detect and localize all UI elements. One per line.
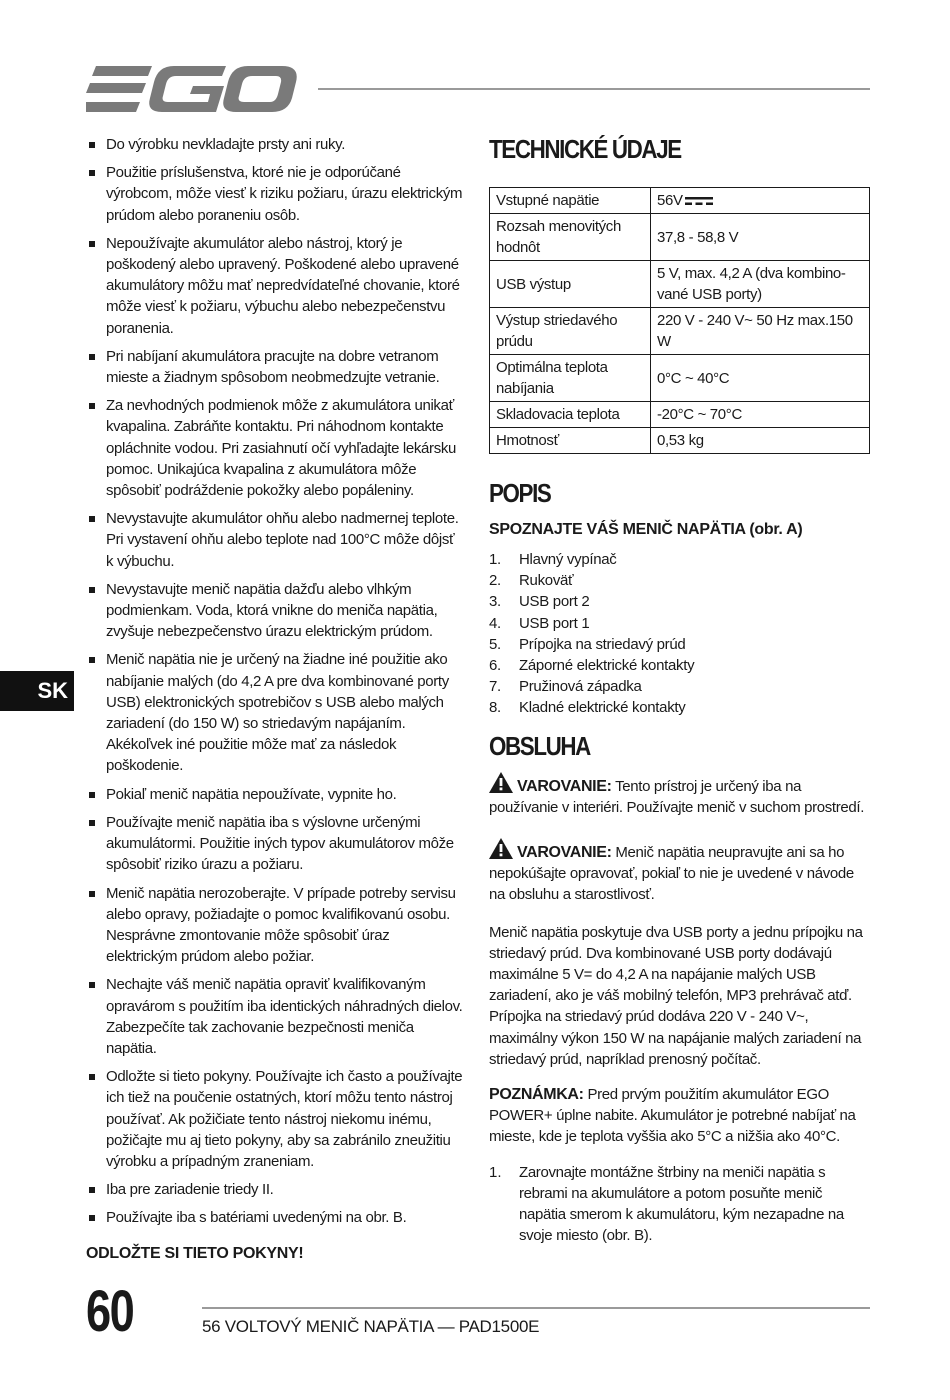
list-item: 6. Záporné elektrické kontakty [489,657,695,675]
list-item: 2. Rukoväť [489,572,574,590]
ego-logo [86,64,298,114]
list-item: 7. Pružinová západka [489,678,642,696]
spec-value: 5 V, max. 4,2 A (dva kombino-vané USB porty) [651,261,870,308]
warning-paragraph: VAROVANIE: Tento prístroj je určený iba na používanie v interiéri. Používajte menič v suchom prostredí. [489,772,870,818]
table-row [490,214,870,261]
list-item: Menič napätia nie je určený na žiadne iné použitie ako nabíjanie malých (do 4,2 A pre dva kombinované porty USB) elektronických spotrebičov s USB alebo malých zariadení (do 150 W) so striedavým napájaním. Akékoľvek iné použitie môže mať za následok poškodenie. [86,649,464,776]
list-item: 5. Prípojka na striedavý prúd [489,635,686,653]
list-item: Pri nabíjaní akumulátora pracujte na dobre vetranom mieste a žiadnym spôsobom neobmedzujte vetranie. [86,346,464,388]
list-item: Nevystavujte akumulátor ohňu alebo nadmernej teplote. Pri vystavení ohňu alebo teplote nad 100°C môže dôjsť k výbuchu. [86,508,464,572]
safety-list [86,134,464,1229]
list-item: 1. Hlavný vypínač [489,551,617,568]
spec-value: 37,8 - 58,8 V [651,214,870,261]
obsluha-heading: OBSLUHA [489,730,590,761]
list-item: Nevystavujte menič napätia dažďu alebo vlhkým podmienkam. Voda, ktorá vnikne do meniča napätia, zvyšuje nebezpečenstvo úrazu elektrickým prúdom. [86,579,464,643]
list-item: Za nevhodných podmienok môže z akumulátora unikať kvapalina. Zabráňte kontaktu. Pri náhodnom kontakte opláchnite vodou. Pri zasiahnutí očí vyhľadajte lekársku pomoc. Unikajúca kvapalina z akumulátora môže spôsobiť podráždenie pokožky alebo popáleniny. [86,395,464,501]
step-item [489,1162,870,1247]
spec-label: Vstupné napätie [490,188,651,214]
spec-label: Hmotnosť [490,428,651,454]
info-column [489,134,870,1246]
list-item: Nechajte váš menič napätia opraviť kvalifikovaným opravárom s použitím iba identických náhradných dielov. Zabezpečíte tak zachovanie bezpečnosti meniča napätia. [86,974,464,1059]
footer-title: 56 VOLTOVÝ MENIČ NAPÄTIA — PAD1500E [202,1317,540,1336]
spec-value: 0°C ~ 40°C [651,355,870,402]
table-row [490,261,870,308]
list-item: 8. Kladné elektrické kontakty [489,699,686,717]
spec-label: USB výstup [490,261,651,308]
popis-heading: POPIS [489,478,551,508]
step-number: 1. [489,1163,502,1181]
spec-label: Skladovacia teplota [490,402,651,428]
spec-label: Výstup striedavého prúdu [490,308,651,355]
parts-list [489,549,870,719]
list-item: Pokiaľ menič napätia nepoužívate, vypnite ho. [86,784,464,805]
closing-note: ODLOŽTE SI TIETO POKYNY! [86,1244,304,1262]
spec-value: 0,53 kg [651,428,870,454]
usage-paragraph: Menič napätia poskytuje dva USB porty a jednu prípojku na striedavý prúd. Dva kombinované USB porty dodávajú maximálne 5 V= do 4,2 A na napájanie malých USB zariadení, ako je váš mobilný telefón, MP3 prehrávač atď. Prípojka na striedavý prúd dodáva 220 V - 240 V~, maximálny výkon 150 W na napájanie malých zariadení na striedavý prúd, napríklad prenosný počítač. [489,923,863,1068]
spec-value: -20°C ~ 70°C [651,402,870,428]
table-row [490,355,870,402]
dc-symbol-icon [685,196,713,206]
table-row [490,428,870,454]
table-row [490,402,870,428]
header-rule [318,88,870,90]
safety-column [86,134,464,1263]
spec-value: 56V [651,188,870,214]
spec-value: 220 V - 240 V~ 50 Hz max.150 W [651,308,870,355]
spec-label: Rozsah menovitých hodnôt [490,214,651,261]
list-item: Nepoužívajte akumulátor alebo nástroj, ktorý je poškodený alebo upravený. Poškodené alebo upravené akumulátory môžu mať nepredvídateľné chovanie, ktoré môže viesť k požiaru, výbuchu alebo nebezpečenstvu poranenia. [86,233,464,339]
page-number: 60 [86,1279,134,1344]
list-item: 3. USB port 2 [489,593,590,611]
spec-label: Optimálna teplota nabíjania [490,355,651,402]
list-item: 4. USB port 1 [489,614,590,632]
list-item: Iba pre zariadenie triedy II. [86,1179,464,1200]
warning-paragraph: VAROVANIE: Menič napätia neupravujte ani sa ho nepokúšajte opravovať, pokiaľ to nie je uvedené v návode na obsluhu a starostlivosť. [489,838,870,906]
list-item: Do výrobku nevkladajte prsty ani ruky. [86,134,464,155]
table-row [490,308,870,355]
spec-table [489,187,870,454]
warning-triangle-icon [489,772,513,793]
list-item: Použitie príslušenstva, ktoré nie je odporúčané výrobcom, môže viesť k riziku požiaru, úrazu elektrickým prúdom alebo poraneniu osôb. [86,162,464,226]
list-item: Používajte menič napätia iba s výslovne určenými akumulátormi. Použitie iných typov akumulátorov môže spôsobiť riziko úrazu a požiaru. [86,812,464,876]
list-item: Odložte si tieto pokyny. Používajte ich často a používajte ich tiež na poučenie ostatných, ktorí môžu tento nástroj používať. Ak požičiate tento nástroj niekomu inému, požičajte mu aj tieto pokyny, aby sa zabránilo zneužitiu výrobku a prípadným zraneniam. [86,1066,464,1172]
language-tab: SK [0,671,74,711]
step-text: Zarovnajte montážne štrbiny na meniči napätia s rebrami na akumulátore a potom posuňte menič napätia smerom k akumulátoru, kým nezapadne na svoje miesto (obr. B). [519,1163,844,1245]
table-row [490,188,870,214]
warning-triangle-icon [489,838,513,859]
list-item: Menič napätia nerozoberajte. V prípade potreby servisu alebo opravy, požiadajte o pomoc kvalifikovanú osobu. Nesprávne zmontovanie môže spôsobiť úraz elektrickým prúdom alebo požiar. [86,883,464,968]
note-paragraph: POZNÁMKA: Pred prvým použitím akumulátor EGO POWER+ úplne nabite. Akumulátor je potrebné nabíjať na mieste, kde je teplota vyššia ako 5°C a nižšia ako 40°C. [489,1086,856,1146]
list-item: Používajte iba s batériami uvedenými na obr. B. [86,1207,464,1228]
footer-rule [202,1307,870,1309]
technical-heading: TECHNICKÉ ÚDAJE [489,134,681,164]
popis-subheading: SPOZNAJTE VÁŠ MENIČ NAPÄTIA (obr. A) [489,521,803,538]
